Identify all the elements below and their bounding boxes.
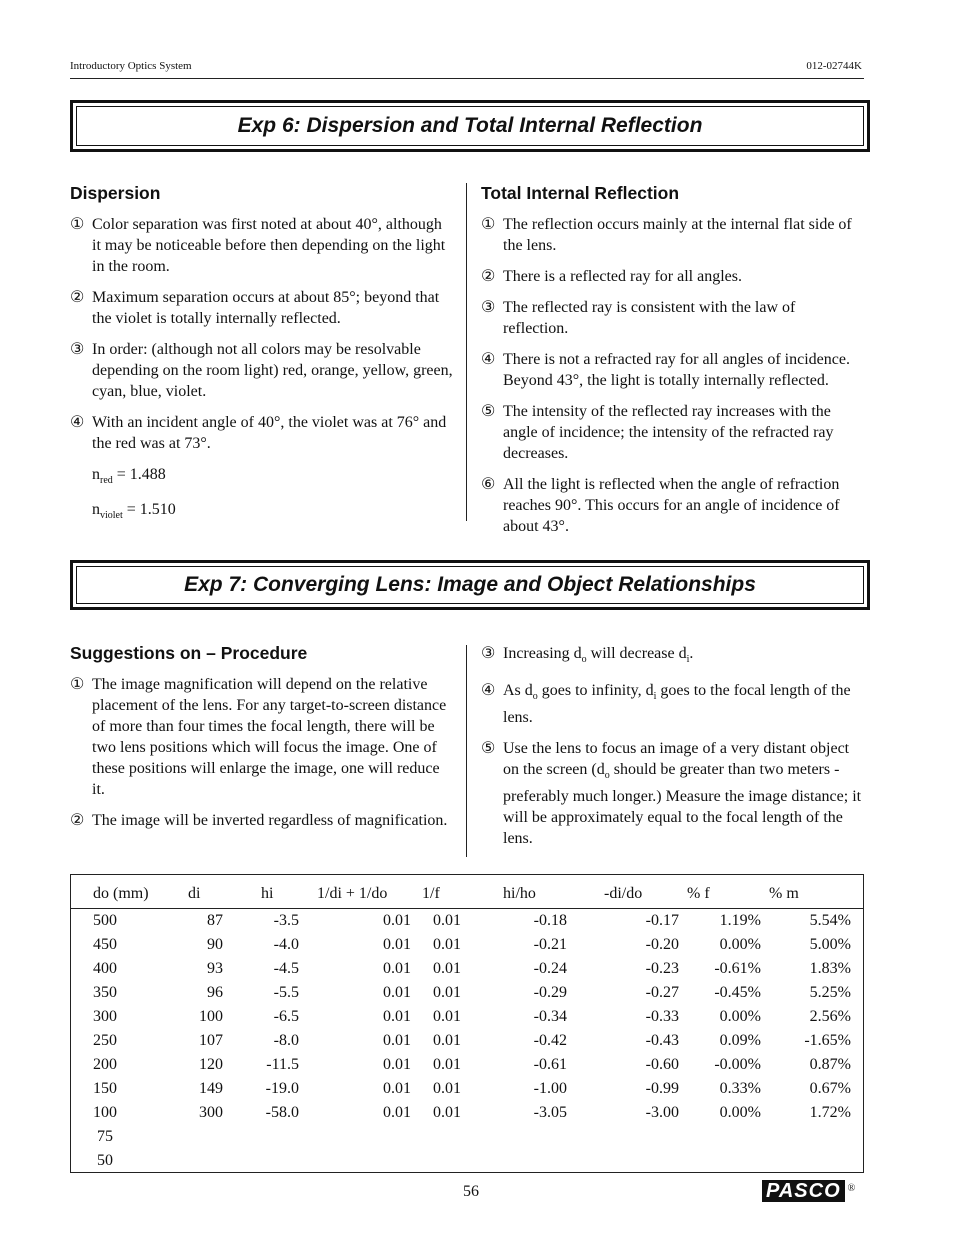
item-number: ① (70, 216, 85, 233)
table-cell: -0.29 (533, 984, 567, 1001)
item-number: ② (481, 268, 496, 285)
page-number: 56 (463, 1183, 479, 1200)
table-cell: -0.24 (533, 960, 567, 977)
table-cell: 400 (93, 960, 117, 977)
item-number: ④ (70, 414, 85, 431)
header-rule (70, 78, 864, 79)
table-cell: 0.01 (433, 1032, 461, 1049)
table-header-cell: 1/f (422, 885, 440, 902)
table-cell: 0.01 (383, 1032, 411, 1049)
item-text: There is not a refracted ray for all angles of incidence. Beyond 43°, the light is totally internally reflected. (503, 351, 850, 389)
table-cell: 0.00% (719, 1104, 761, 1121)
dispersion-heading: Dispersion (70, 183, 161, 203)
item-number: ④ (481, 351, 496, 368)
table-header-cell: 1/di + 1/do (317, 885, 388, 902)
n-violet-equation: $n_{violet} = 1.510$ (92, 501, 176, 521)
table-cell: -3.00 (645, 1104, 679, 1121)
table-cell: -8.0 (273, 1032, 299, 1049)
table-cell: 107 (199, 1032, 223, 1049)
table-cell: -58.0 (265, 1104, 299, 1121)
table-header-cell: hi/ho (503, 885, 536, 902)
table-cell: 0.87% (809, 1056, 851, 1073)
item-text: Color separation was first noted at about 40°, although it may be noticeable before then depending on the light in the room. (92, 216, 446, 275)
lens-data-table (70, 874, 864, 1173)
running-header-title: Introductory Optics System (70, 60, 192, 72)
table-cell: 5.25% (809, 984, 851, 1001)
item-text: The image will be inverted regardless of magnification. (92, 812, 448, 829)
table-cell: -0.61% (714, 960, 761, 977)
exp7-title: Exp 7: Converging Lens: Image and Object Relationships (76, 566, 864, 604)
table-cell: 0.01 (433, 1056, 461, 1073)
table-cell: 90 (207, 936, 223, 953)
table-cell: 300 (93, 1008, 117, 1025)
table-cell: -6.5 (273, 1008, 299, 1025)
table-header-cell: do (mm) (93, 885, 149, 902)
table-cell: -4.0 (273, 936, 299, 953)
table-cell: -0.61 (533, 1056, 567, 1073)
table-cell: -3.5 (273, 912, 299, 929)
procedure-heading: Suggestions on – Procedure (70, 643, 308, 663)
list-item (70, 339, 454, 402)
table-cell: 450 (93, 936, 117, 953)
table-cell: 0.00% (719, 1008, 761, 1025)
list-item (70, 674, 454, 800)
table-cell: -0.60 (645, 1056, 679, 1073)
table-header-cell: di (188, 885, 201, 902)
list-item: ⑤ Use the lens to focus an image of a very distant object on the screen ($d_o$ should be greater than two meters - preferably much longer.) Measure the image distance; it will be approximately equal to the focal length of the lens. (481, 740, 862, 847)
item-text: In order: (although not all colors may be resolvable depending on the room light) red, orange, yellow, green, cyan, blue, violet. (92, 341, 453, 400)
table-cell: 0.01 (433, 1008, 461, 1025)
table-cell: -19.0 (265, 1080, 299, 1097)
table-cell: 0.01 (383, 1104, 411, 1121)
table-cell: 0.01 (433, 936, 461, 953)
item-text: The intensity of the reflected ray increases with the angle of incidence; the intensity of the refracted ray decreases. (503, 403, 834, 462)
table-cell: -1.65% (804, 1032, 851, 1049)
table-cell: 150 (93, 1080, 117, 1097)
table-cell: 250 (93, 1032, 117, 1049)
table-cell: -0.27 (645, 984, 679, 1001)
table-cell: 500 (93, 912, 117, 929)
item-number: ③ (481, 299, 496, 316)
table-cell: 87 (207, 912, 223, 929)
table-cell: 93 (207, 960, 223, 977)
table-cell: 0.01 (433, 912, 461, 929)
table-cell: 96 (207, 984, 223, 1001)
list-item: ③ Increasing $d_o$ will decrease $d_i$. (481, 645, 694, 665)
tir-heading: Total Internal Reflection (481, 183, 680, 203)
item-text: The image magnification will depend on the relative placement of the lens. For any target-to-screen distance of more than four times the focal length, there will be two lens positions which will focus the image. One of these positions will enlarge the image, one will reduce it. (92, 676, 447, 798)
list-item (70, 287, 454, 329)
list-item (481, 297, 864, 339)
table-cell: -11.5 (266, 1056, 299, 1073)
exp6-title-box (70, 100, 870, 152)
table-cell: 75 (93, 1128, 113, 1145)
item-number: ⑥ (481, 476, 496, 493)
list-item (481, 214, 864, 256)
exp7-title-box (70, 560, 870, 610)
table-cell: 50 (93, 1152, 113, 1169)
table-cell: 120 (199, 1056, 223, 1073)
table-cell: 1.72% (809, 1104, 851, 1121)
table-cell: 5.00% (809, 936, 851, 953)
table-cell: -4.5 (273, 960, 299, 977)
column-divider-exp6 (466, 183, 467, 521)
list-item (70, 412, 454, 454)
table-cell: -0.21 (533, 936, 567, 953)
table-cell: 0.01 (383, 984, 411, 1001)
table-cell: -0.34 (533, 1008, 567, 1025)
table-cell: 0.01 (383, 936, 411, 953)
list-item (481, 349, 864, 391)
document-number: 012-02744K (806, 60, 862, 72)
table-cell: 2.56% (809, 1008, 851, 1025)
table-cell: -0.23 (645, 960, 679, 977)
table-header-cell: -di/do (604, 885, 643, 902)
table-cell: 0.00% (719, 936, 761, 953)
table-cell: 200 (93, 1056, 117, 1073)
column-divider-exp7 (466, 645, 467, 857)
item-text: The reflected ray is consistent with the law of reflection. (503, 299, 796, 337)
table-cell: -0.42 (533, 1032, 567, 1049)
table-cell: 0.09% (719, 1032, 761, 1049)
table-cell: -0.45% (714, 984, 761, 1001)
table-cell: 0.01 (383, 1008, 411, 1025)
exp6-title: Exp 6: Dispersion and Total Internal Reflection (76, 106, 864, 146)
list-item (481, 401, 864, 464)
table-cell: 0.01 (383, 1056, 411, 1073)
table-header-cell: % f (687, 885, 710, 902)
table-cell: -5.5 (273, 984, 299, 1001)
table-cell: 350 (93, 984, 117, 1001)
list-item (70, 810, 454, 831)
item-text: Maximum separation occurs at about 85°; beyond that the violet is totally internally reflected. (92, 289, 440, 327)
table-cell: 1.83% (809, 960, 851, 977)
table-cell: -0.00% (714, 1056, 761, 1073)
table-cell: -3.05 (533, 1104, 567, 1121)
n-red-equation: $n_{red} = 1.488$ (92, 466, 166, 486)
table-cell: 300 (199, 1104, 223, 1121)
item-text: With an incident angle of 40°, the violet was at 76° and the red was at 73°. (92, 414, 447, 452)
item-number: ② (70, 289, 85, 306)
item-number: ① (70, 676, 85, 693)
table-cell: 0.01 (383, 912, 411, 929)
list-item (481, 474, 864, 537)
table-cell: -0.20 (645, 936, 679, 953)
table-cell: 0.01 (433, 984, 461, 1001)
table-header-cell: % m (769, 885, 799, 902)
table-cell: 0.01 (383, 960, 411, 977)
table-cell: 5.54% (809, 912, 851, 929)
table-cell: -0.33 (645, 1008, 679, 1025)
table-cell: 149 (199, 1080, 223, 1097)
procedure-right-column (481, 643, 864, 859)
table-cell: -0.43 (645, 1032, 679, 1049)
item-text: The reflection occurs mainly at the internal flat side of the lens. (503, 216, 852, 254)
table-cell: -0.17 (645, 912, 679, 929)
pasco-logo: PASCO ® (762, 1180, 855, 1203)
table-cell: 0.01 (383, 1080, 411, 1097)
table-cell: 0.01 (433, 960, 461, 977)
list-item: ④ As $d_o$ goes to infinity, $d_i$ goes to the focal length of the lens. (481, 682, 851, 726)
tir-column (481, 183, 864, 547)
table-header-cell: hi (261, 885, 274, 902)
dispersion-column (70, 183, 454, 526)
table-cell: -0.18 (533, 912, 567, 929)
table-cell: 100 (199, 1008, 223, 1025)
table-cell: 0.01 (433, 1080, 461, 1097)
item-text: There is a reflected ray for all angles. (503, 268, 742, 285)
table-cell: 0.33% (719, 1080, 761, 1097)
table-cell: 1.19% (719, 912, 761, 929)
item-number: ① (481, 216, 496, 233)
table-cell: -1.00 (533, 1080, 567, 1097)
list-item (481, 266, 864, 287)
list-item (70, 214, 454, 277)
table-cell: 100 (93, 1104, 117, 1121)
item-number: ② (70, 812, 85, 829)
item-number: ⑤ (481, 403, 496, 420)
procedure-left-column (70, 643, 454, 841)
table-cell: 0.67% (809, 1080, 851, 1097)
item-number: ③ (70, 341, 85, 358)
item-text: All the light is reflected when the angle of refraction reaches 90°. This occurs for an angle of incidence of about 43°. (503, 476, 840, 535)
table-cell: 0.01 (433, 1104, 461, 1121)
table-cell: -0.99 (645, 1080, 679, 1097)
